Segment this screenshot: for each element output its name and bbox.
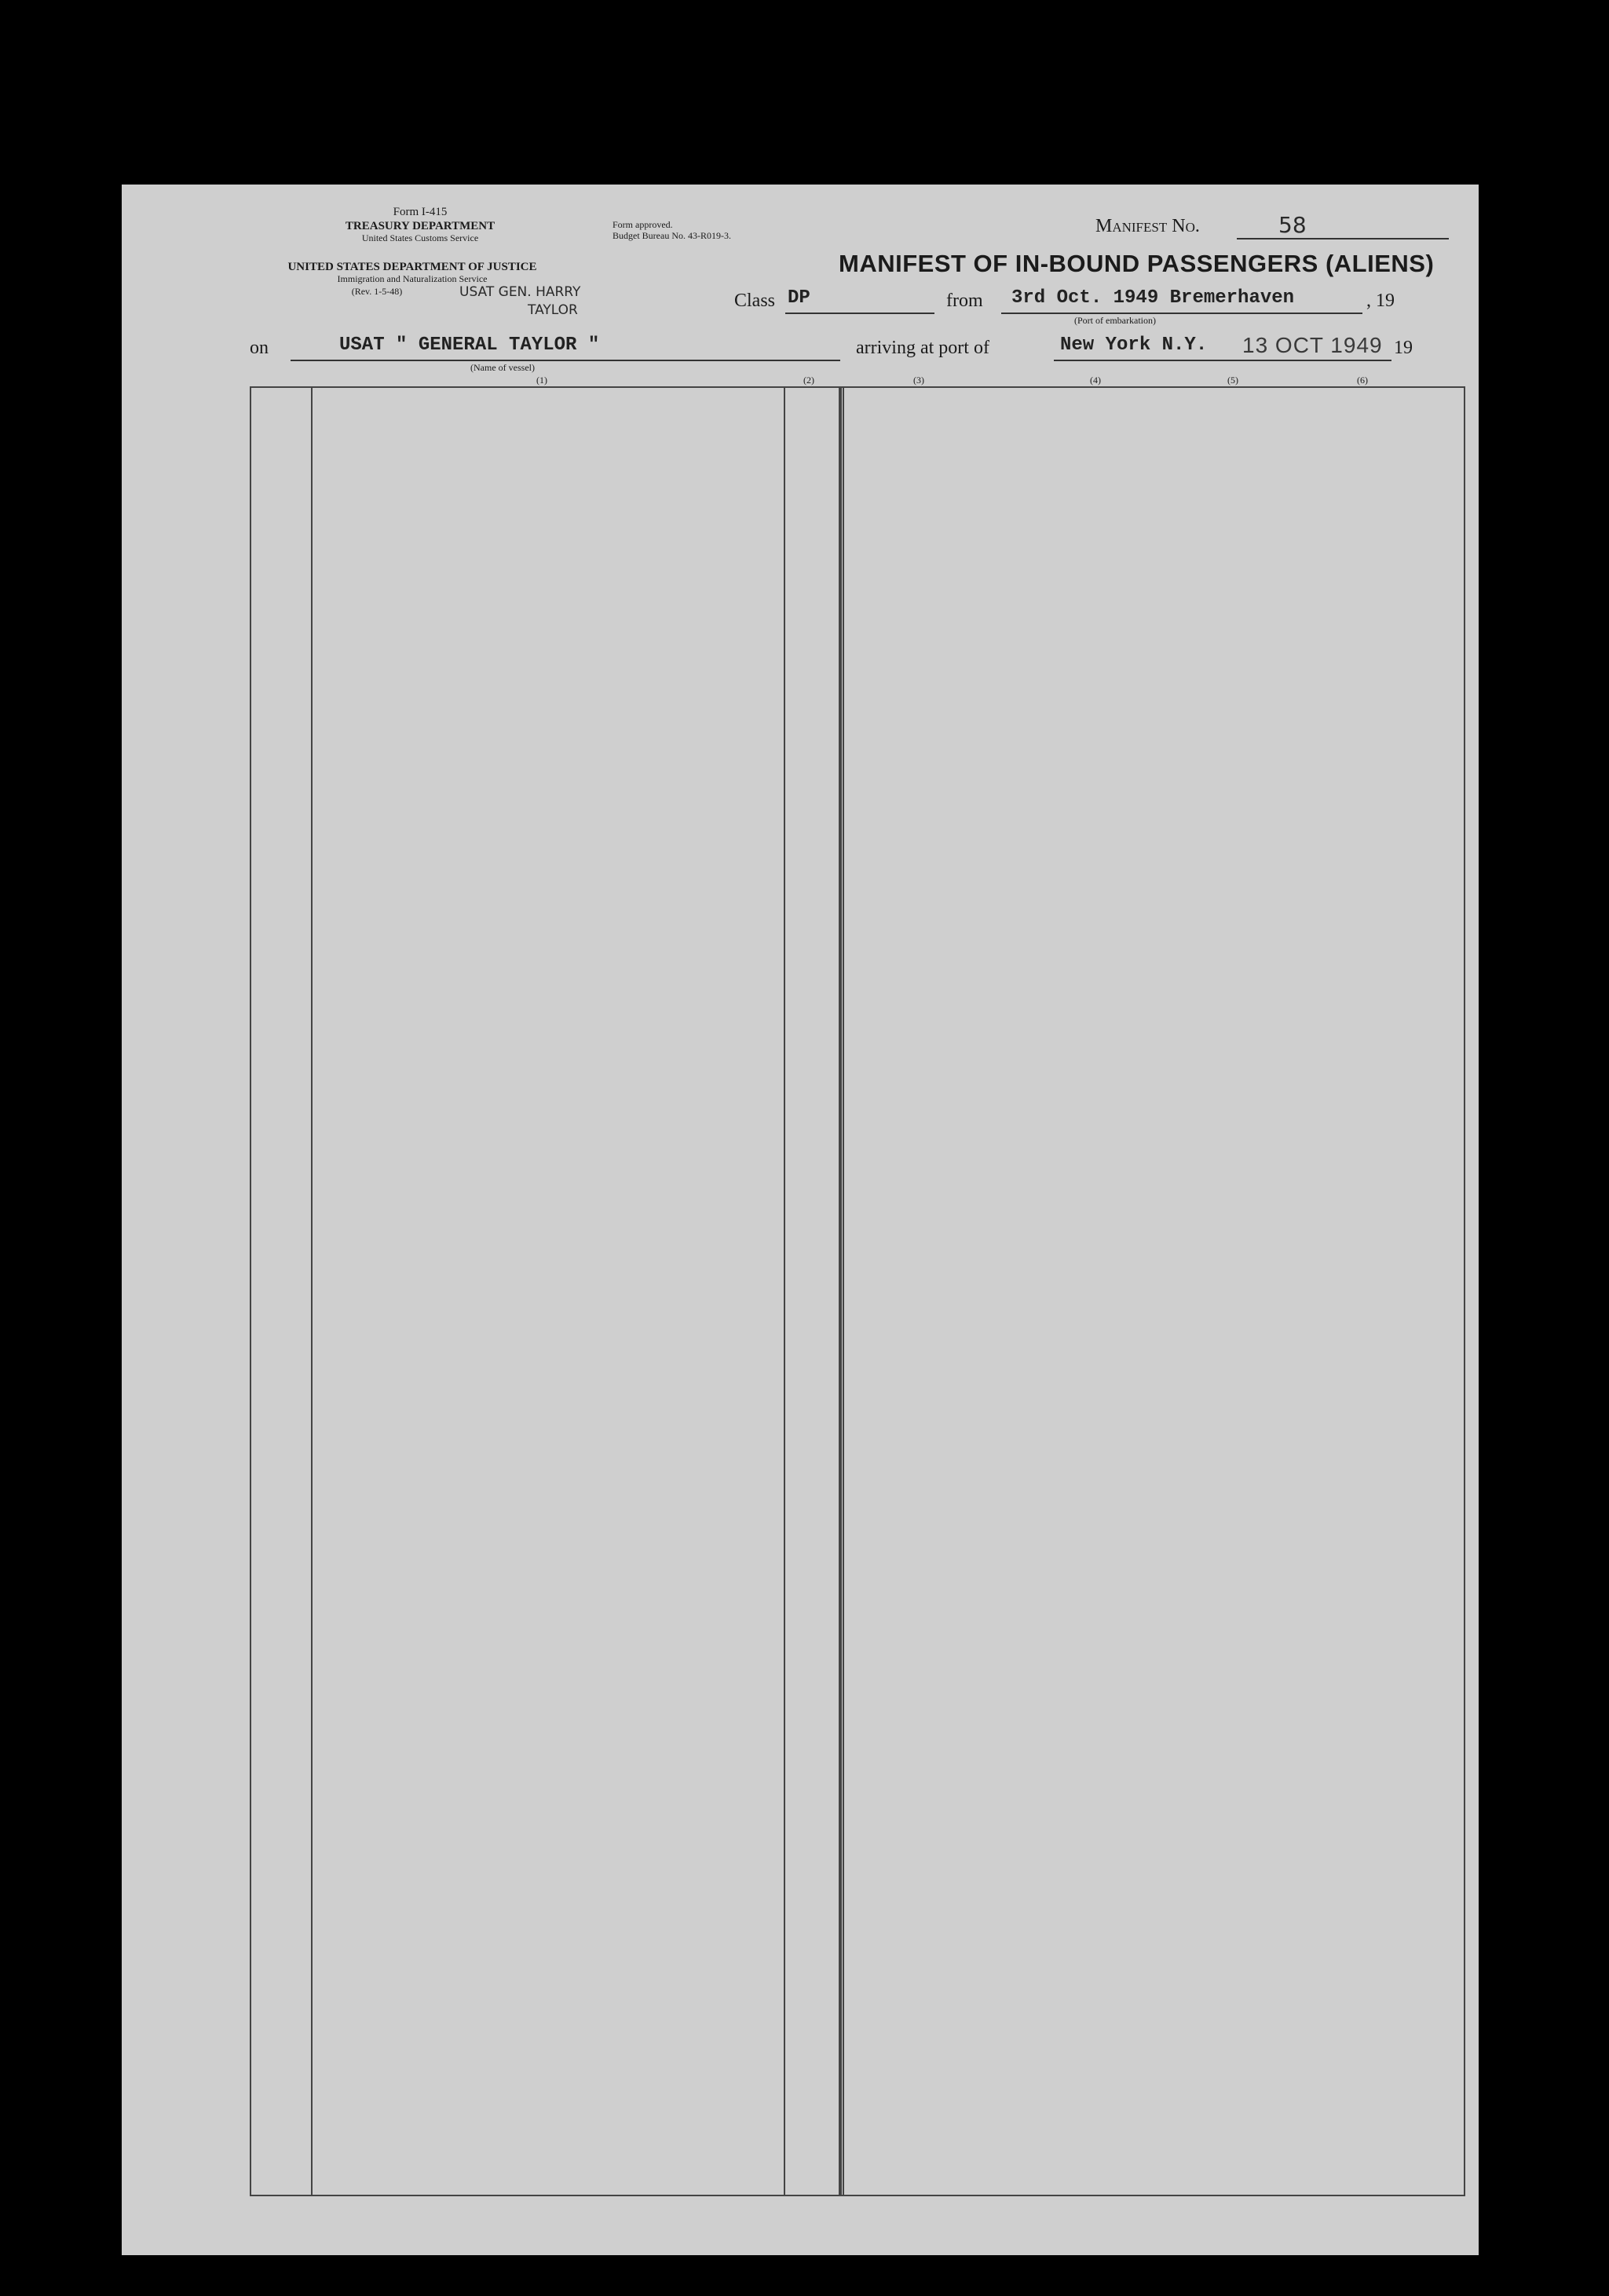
ins-service: Immigration and Naturalization Service	[337, 273, 488, 284]
arriving-underline	[1054, 360, 1391, 361]
vessel-note-1: USAT GEN. HARRY	[459, 284, 581, 300]
class-underline	[785, 313, 934, 314]
col-num-6: (6)	[1357, 375, 1368, 386]
class-label: Class	[734, 291, 776, 311]
col-num-2: (2)	[803, 375, 814, 386]
vessel-value: USAT " GENERAL TAYLOR "	[339, 335, 600, 356]
customs-service: United States Customs Service	[361, 232, 479, 243]
manifest-underline	[1237, 238, 1449, 239]
treasury-dept: TREASURY DEPARTMENT	[345, 220, 495, 232]
from-value: 3rd Oct. 1949 Bremerhaven	[1011, 287, 1295, 309]
year-suffix: , 19	[1366, 291, 1395, 311]
manifest-label: Manifest No.	[1095, 216, 1200, 236]
arriving-value: New York N.Y.	[1060, 335, 1208, 356]
col-divider	[311, 386, 313, 2196]
passenger-table	[250, 386, 1465, 2196]
from-label: from	[946, 291, 983, 311]
revision: (Rev. 1-5-48)	[351, 286, 403, 297]
col-num-1: (1)	[536, 375, 547, 386]
col-num-5: (5)	[1227, 375, 1238, 386]
vessel-caption: (Name of vessel)	[470, 362, 535, 373]
form-approved: Form approved.	[613, 219, 673, 230]
col-divider	[843, 386, 844, 2196]
vessel-note-2: TAYLOR	[528, 302, 578, 318]
page-title: MANIFEST OF IN-BOUND PASSENGERS (ALIENS)	[839, 250, 1435, 277]
vessel-underline	[291, 360, 840, 361]
class-value: DP	[788, 287, 810, 309]
col-num-4: (4)	[1090, 375, 1101, 386]
year-end: 19	[1394, 338, 1413, 358]
from-underline	[1001, 313, 1362, 314]
col-divider	[784, 386, 785, 2196]
on-label: on	[250, 338, 269, 358]
table-border	[250, 386, 1465, 2196]
form-id: Form I-415	[393, 206, 448, 218]
manifest-number: 58	[1278, 212, 1307, 238]
budget-bureau: Budget Bureau No. 43-R019-3.	[613, 230, 731, 241]
arriving-label: arriving at port of	[856, 338, 989, 358]
col-num-3: (3)	[913, 375, 924, 386]
port-caption: (Port of embarkation)	[1074, 315, 1156, 326]
arrival-date-stamp: 13 OCT 1949	[1242, 333, 1383, 357]
col-divider	[840, 386, 842, 2196]
justice-dept: UNITED STATES DEPARTMENT OF JUSTICE	[287, 261, 537, 273]
